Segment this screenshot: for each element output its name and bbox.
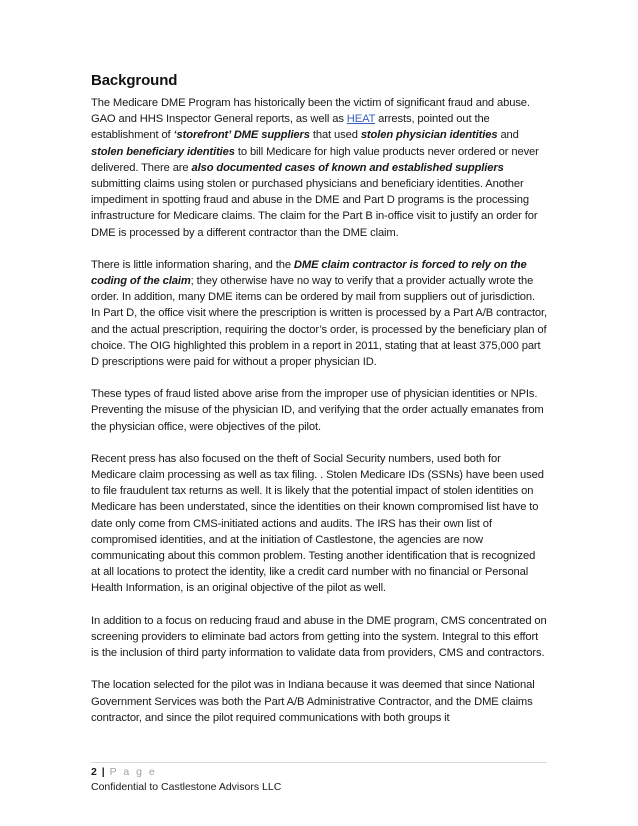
footer-divider [91,762,547,763]
p1-text-5: to bill Medicare for high value products never ordered or never delivered. There are [91,145,539,174]
page-content [91,70,547,742]
paragraph-3: These types of fraud listed above arise from the improper use of physician identities or NPIs. Preventing the misuse of the physician ID, and verifying that the order actually emanates from the physician office, were objectives of the pilot. [91,388,544,433]
p1-emphasis-3: stolen beneficiary identities [91,145,235,158]
p1-text-3: that used [309,129,361,142]
heat-link[interactable]: HEAT [346,113,376,126]
paragraph-4: Recent press has also focused on the theft of Social Security numbers, used both for Medicare claim processing as well as tax filing. . Stolen Medicare IDs (SSNs) have been used to file fraudulent tax returns as well. It is likely that the potential impact of stolen identities on Medicare has been understated, since the identities on their known compromised list have to date only come from CMS-initiated actions and audits. The IRS has their own list of compromised identities, and at the initiation of Castlestone, the agencies are now communicating about this common problem. Testing another identification that is recognized at all locations to protect the identity, like a credit card number with no financial or Personal Health Information, is an original objective of the pilot as well. [91,452,544,595]
p1-emphasis-2: stolen physician identities [360,129,498,142]
page-footer [91,765,281,795]
p1-text-4: and [497,129,519,142]
paragraph-1 [91,95,547,241]
p2-text-2: ; they otherwise have no way to verify that a provider actually wrote the order. In addition, many DME items can be ordered by mail from suppliers out of jurisdiction. In Part D, the office visit where the prescription is written is processed by a Part A/B contractor, and the actual prescription, requiring the doctor’s order, is processed by the beneficiary plan of choice. The OIG highlighted this problem in a report in 2011, stating that at least 375,000 part D prescriptions were paid for without a proper physician ID. [91,275,548,369]
page-separator: | [101,766,105,778]
page-number: 2 [91,766,97,778]
p2-text-1: There is little information sharing, and the [91,258,294,271]
paragraph-2 [91,257,547,370]
paragraph-5: In addition to a focus on reducing fraud and abuse in the DME program, CMS concentrated on screening providers to eliminate bad actors from getting into the system. Integral to this effort is the inclusion of third party information to validate data from providers, CMS and contractors. [91,614,547,660]
p1-text-2: arrests, pointed out the establishment of [91,113,490,142]
page-number-line [91,765,281,780]
p1-text-6: submitting claims using stolen or purchased physicians and beneficiary identities. Another impediment in spotting fraud and abuse in the DME and Part D programs is the processing infrastructure for Medicare claims. The claim for the Part B in-office visit to justify an order for DME is processed by a different contractor than the DME claim. [91,178,538,239]
paragraph-6: The location selected for the pilot was in Indiana because it was deemed that since National Government Services was both the Part A/B Administrative Contractor, and the DME claims contractor, and since the pilot required communications with both groups it [91,679,535,724]
p1-text-1: The Medicare DME Program has historically been the victim of significant fraud and abuse. GAO and HHS Inspector General reports, as well as [91,97,530,126]
page-word: P a g e [109,766,157,778]
confidential-notice: Confidential to Castlestone Advisors LLC [91,781,282,793]
p1-emphasis-1: ‘storefront’ DME suppliers [173,129,310,142]
section-heading: Background [91,72,178,89]
p1-emphasis-4: also documented cases of known and established suppliers [191,161,504,174]
p2-emphasis-1: DME claim contractor is forced to rely on the coding of the claim [91,258,527,288]
